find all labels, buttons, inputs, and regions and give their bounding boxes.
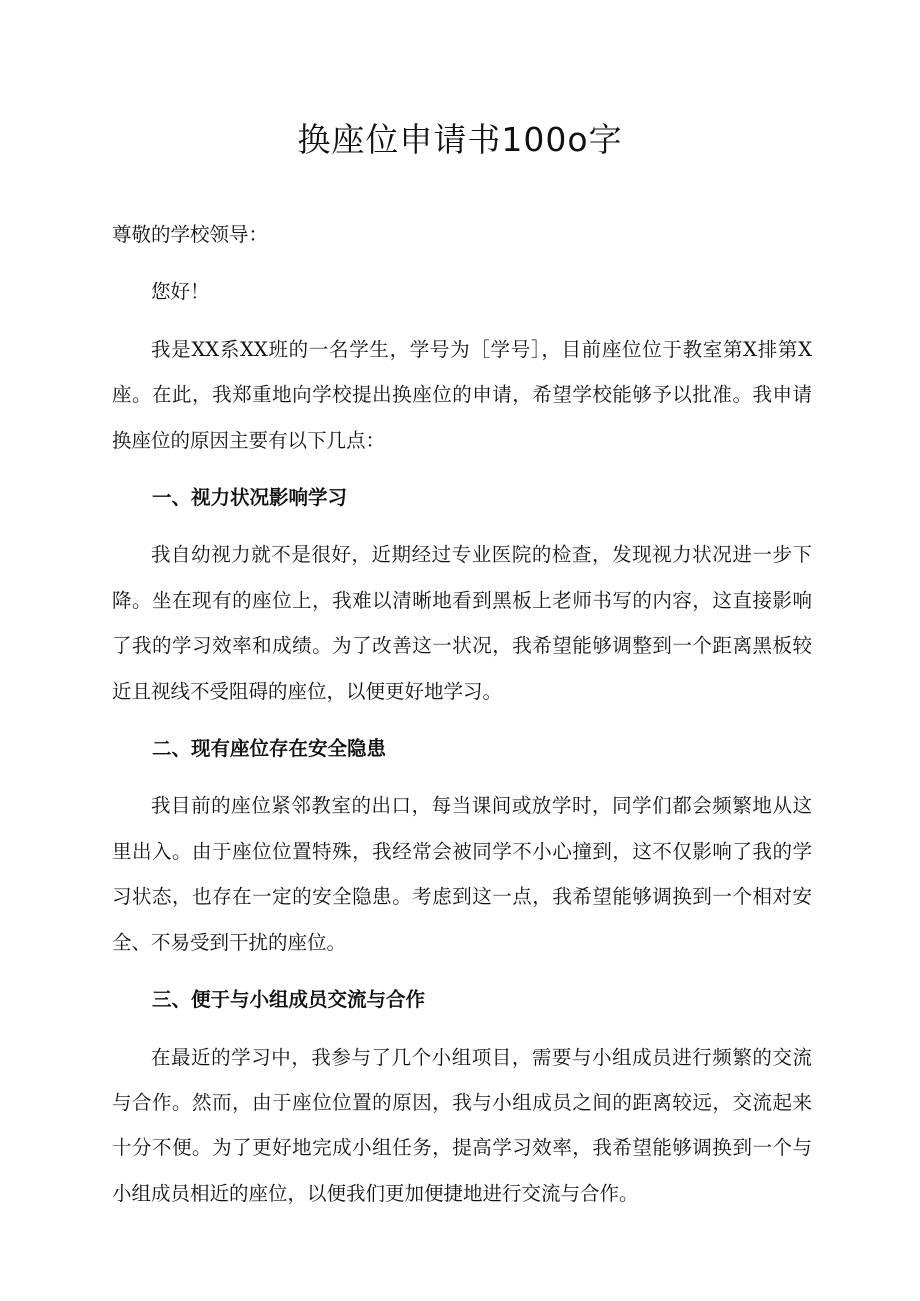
section-paragraph: 我目前的座位紧邻教室的出口，每当课间或放学时，同学们都会频繁地从这里出入。由于座位位置特殊，我经常会被同学不小心撞到，这不仅影响了我的学习状态，也存在一定的安全隐患。考虑到这一点，我希望能够调换到一个相对安全、不易受到干扰的座位。 bbox=[112, 794, 812, 954]
greeting: 您好！ bbox=[151, 280, 210, 304]
document-title: 换座位申请书100o字 bbox=[297, 120, 623, 159]
document-body bbox=[112, 212, 812, 1228]
section-heading: 三、便于与小组成员交流与合作 bbox=[152, 988, 426, 1012]
section-heading: 二、现有座位存在安全隐患 bbox=[152, 737, 387, 761]
section-paragraph: 我自幼视力就不是很好，近期经过专业医院的检查，发现视力状况进一步下降。坐在现有的座位上，我难以清晰地看到黑板上老师书写的内容，这直接影响了我的学习效率和成绩。为了改善这一状况，我希望能够调整到一个距离黑板较近且视线不受阻碍的座位，以便更好地学习。 bbox=[112, 543, 812, 703]
salutation: 尊敬的学校领导： bbox=[112, 223, 269, 246]
section-heading: 一、视力状况影响学习 bbox=[152, 486, 348, 510]
intro-paragraph: 我是XX系XX班的一名学生，学号为［学号］，目前座位位于教室第X排第X座。在此，我郑重地向学校提出换座位的申请，希望学校能够予以批准。我申请换座位的原因主要有以下几点： bbox=[112, 337, 812, 452]
section-paragraph: 在最近的学习中，我参与了几个小组项目，需要与小组成员进行频繁的交流与合作。然而，由于座位位置的原因，我与小组成员之间的距离较远，交流起来十分不便。为了更好地完成小组任务，提高学习效率，我希望能够调换到一个与小组成员相近的座位，以便我们更加便捷地进行交流与合作。 bbox=[112, 1045, 812, 1205]
